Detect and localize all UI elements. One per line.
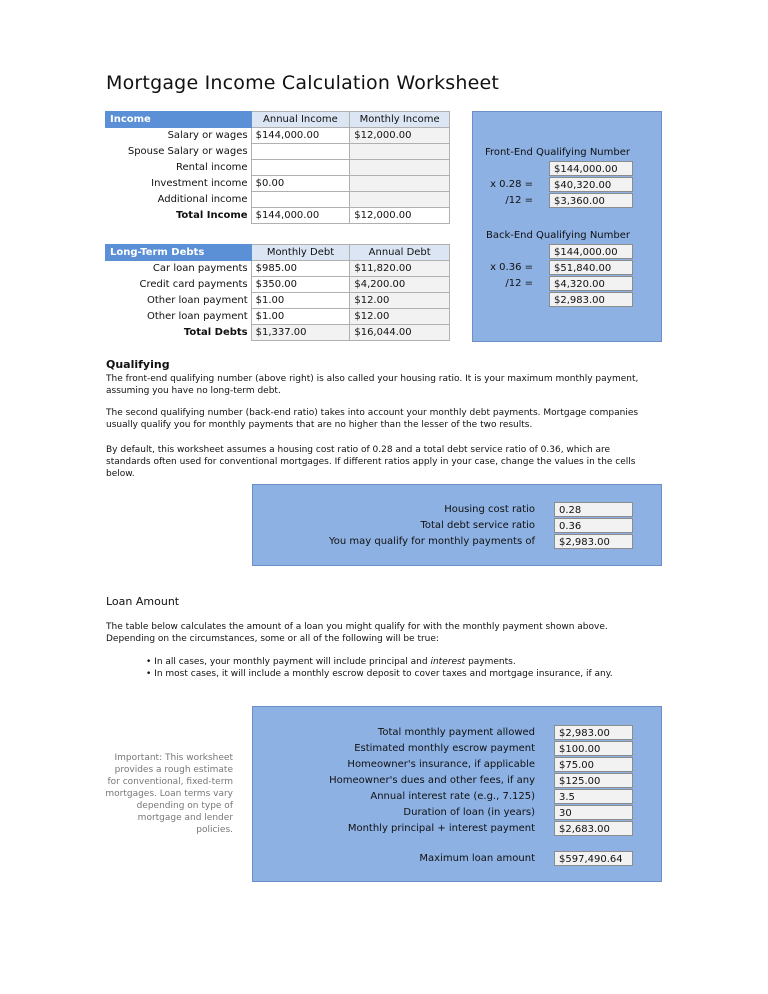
monthly-cell: [350, 176, 450, 192]
dues-fees-input[interactable]: $125.00: [554, 773, 633, 788]
monthly-cell[interactable]: $1.00: [251, 309, 350, 325]
insurance-input[interactable]: $75.00: [554, 757, 633, 772]
monthly-cell: $12,000.00: [350, 128, 450, 144]
monthly-cell[interactable]: $985.00: [251, 261, 350, 277]
qualifying-paragraph-1: The front-end qualifying number (above right) is also called your housing ratio. It is your maximum monthly payment, assuming you have no long-term debt.: [106, 374, 639, 396]
escrow-payment-input[interactable]: $100.00: [554, 741, 633, 756]
qualify-payment-value: $2,983.00: [554, 534, 633, 549]
income-table: [105, 111, 450, 224]
monthly-cell: [350, 192, 450, 208]
row-label: Credit card payments: [106, 277, 252, 293]
bullet-text: payments.: [465, 657, 516, 667]
row-label: Salary or wages: [106, 128, 252, 144]
total-income-label: Total Income: [106, 208, 252, 224]
annual-cell[interactable]: $144,000.00: [251, 128, 350, 144]
total-monthly-debt: $1,337.00: [251, 325, 350, 341]
table-row: [106, 128, 450, 144]
front-end-title: Front-End Qualifying Number: [484, 147, 630, 158]
debt-service-ratio-label: Total debt service ratio: [420, 520, 535, 531]
table-row: [106, 160, 450, 176]
debts-table: [105, 244, 450, 341]
row-label: Additional income: [106, 192, 252, 208]
annual-cell[interactable]: [251, 192, 350, 208]
loan-row-label: Total monthly payment allowed: [377, 727, 535, 738]
annual-cell[interactable]: [251, 160, 350, 176]
total-debts-label: Total Debts: [106, 325, 252, 341]
back-end-value-3: $4,320.00: [549, 276, 633, 291]
table-row: [106, 144, 450, 160]
table-row: [106, 277, 450, 293]
total-annual-income: $144,000.00: [251, 208, 350, 224]
table-row: [106, 309, 450, 325]
annual-debt-header: Annual Debt: [350, 245, 450, 261]
front-end-value-1: $144,000.00: [549, 161, 633, 176]
bullet-text: In all cases, your monthly payment will include principal and: [154, 657, 431, 667]
debts-header: Long-Term Debts: [106, 245, 252, 261]
bullet-emphasis: interest: [430, 657, 466, 667]
list-item: • In most cases, it will include a monthly escrow deposit to cover taxes and mortgage insurance, if any.: [146, 668, 613, 680]
total-monthly-payment-value: $2,983.00: [554, 725, 633, 740]
qualify-payment-label: You may qualify for monthly payments of: [328, 536, 535, 547]
loan-row-label: Homeowner's insurance, if applicable: [347, 759, 535, 770]
loan-duration-input[interactable]: 30: [554, 805, 633, 820]
front-end-value-3: $3,360.00: [549, 193, 633, 208]
annual-cell: $11,820.00: [350, 261, 450, 277]
monthly-cell[interactable]: $1.00: [251, 293, 350, 309]
loan-row-label: Estimated monthly escrow payment: [354, 743, 535, 754]
back-end-title: Back-End Qualifying Number: [485, 230, 630, 241]
table-row: [106, 192, 450, 208]
debt-service-ratio-input[interactable]: 0.36: [554, 518, 633, 533]
housing-cost-ratio-label: Housing cost ratio: [444, 504, 535, 515]
page-title: Mortgage Income Calculation Worksheet: [106, 72, 500, 94]
important-note: Important: This worksheet provides a rough estimate for conventional, fixed-term mortgages. Loan terms vary depending on type of mortgage and lender policies.: [105, 753, 233, 835]
annual-cell: $12.00: [350, 309, 450, 325]
table-row: [106, 293, 450, 309]
row-label: Other loan payment: [106, 293, 252, 309]
list-item: [146, 656, 613, 668]
ratios-panel: [252, 484, 662, 566]
back-multiplier-label: x 0.36 =: [490, 262, 533, 273]
total-row: [106, 208, 450, 224]
monthly-cell: [350, 144, 450, 160]
loan-row-label: Duration of loan (in years): [403, 807, 535, 818]
housing-cost-ratio-input[interactable]: 0.28: [554, 502, 633, 517]
row-label: Car loan payments: [106, 261, 252, 277]
front-multiplier-label: x 0.28 =: [490, 179, 533, 190]
back-end-value-2: $51,840.00: [549, 260, 633, 275]
loan-bullet-list: [146, 656, 613, 680]
annual-cell: $12.00: [350, 293, 450, 309]
total-monthly-income: $12,000.00: [350, 208, 450, 224]
loan-amount-heading: Loan Amount: [106, 595, 180, 608]
row-label: Spouse Salary or wages: [106, 144, 252, 160]
front-end-value-2: $40,320.00: [549, 177, 633, 192]
annual-cell: $4,200.00: [350, 277, 450, 293]
max-loan-value: $597,490.64: [554, 851, 633, 866]
qualifying-number-panel: [472, 111, 662, 342]
total-annual-debt: $16,044.00: [350, 325, 450, 341]
loan-row-label: Homeowner's dues and other fees, if any: [329, 775, 535, 786]
loan-row-label: Monthly principal + interest payment: [347, 823, 535, 834]
qualifying-heading: Qualifying: [106, 358, 170, 371]
back-divide-label: /12 =: [505, 278, 533, 289]
table-row: [106, 176, 450, 192]
annual-cell[interactable]: $0.00: [251, 176, 350, 192]
row-label: Rental income: [106, 160, 252, 176]
monthly-income-header: Monthly Income: [350, 112, 450, 128]
front-divide-label: /12 =: [505, 195, 533, 206]
annual-cell[interactable]: [251, 144, 350, 160]
loan-amount-panel: [252, 706, 662, 882]
row-label: Other loan payment: [106, 309, 252, 325]
annual-income-header: Annual Income: [251, 112, 350, 128]
loan-row-label: Annual interest rate (e.g., 7.125): [370, 791, 535, 802]
max-loan-label: Maximum loan amount: [419, 853, 535, 864]
interest-rate-input[interactable]: 3.5: [554, 789, 633, 804]
qualifying-paragraph-2: The second qualifying number (back-end ratio) takes into account your monthly debt payments. Mortgage companies usually qualify you for monthly payments that are no higher than the lesser of the two results.: [106, 408, 639, 430]
loan-paragraph: The table below calculates the amount of a loan you might qualify for with the monthly payment shown above. Depending on the circumstances, some or all of the following will be true:: [106, 622, 608, 644]
back-end-value-1: $144,000.00: [549, 244, 633, 259]
principal-interest-value: $2,683.00: [554, 821, 633, 836]
monthly-cell[interactable]: $350.00: [251, 277, 350, 293]
qualifying-paragraph-3: By default, this worksheet assumes a housing cost ratio of 0.28 and a total debt service ratio of 0.36, which are standards often used for conventional mortgages. If different ratios apply in your case, change the values in the cells below.: [106, 445, 636, 479]
total-row: [106, 325, 450, 341]
table-row: [106, 261, 450, 277]
back-end-value-4: $2,983.00: [549, 292, 633, 307]
monthly-cell: [350, 160, 450, 176]
row-label: Investment income: [106, 176, 252, 192]
income-header: Income: [106, 112, 252, 128]
monthly-debt-header: Monthly Debt: [251, 245, 350, 261]
